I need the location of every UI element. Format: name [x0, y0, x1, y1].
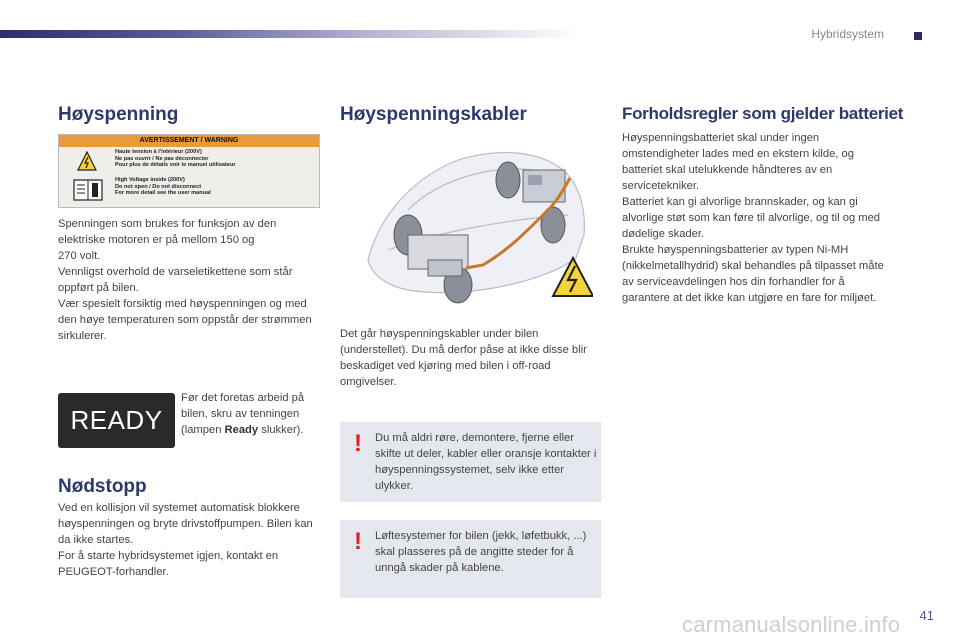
high-voltage-icon [77, 151, 97, 171]
warning-label-band: AVERTISSEMENT / WARNING [59, 135, 319, 147]
warning-note-1 [340, 422, 601, 502]
car-cable-illustration [348, 140, 593, 310]
page-number: 41 [919, 608, 934, 623]
warning-label-row-en [65, 177, 313, 203]
ready-instruction [181, 390, 331, 438]
ready-text-part2: slukker). [258, 424, 304, 436]
warning-note-1-text: Du må aldri røre, demontere, fjerne eller skifte ut deler, kabler eller oransje kontakter i høyspenningssystemet, selv ikke etter ulykker. [375, 432, 597, 492]
watermark: carmanualsonline.info [682, 612, 901, 637]
exclamation-icon: ! [354, 430, 362, 457]
header-gradient-bar [0, 30, 580, 38]
warning-label-fr-text: Haute tension à l'intérieur (200V) Ne pas ouvrir / Ne pas déconnecter Pour plus de détails voir le manuel utilisateur [115, 149, 236, 168]
section-title: Hybridsystem [811, 27, 884, 41]
heading-hoyspenning: Høyspenning [58, 104, 179, 125]
warning-label [58, 134, 320, 208]
heading-nodstopp: Nødstopp [58, 476, 147, 497]
warning-label-row-fr [65, 149, 313, 175]
ready-text-bold: Ready [224, 424, 259, 436]
nodstopp-paragraph: Ved en kollisjon vil systemet automatisk blokkere høyspenningen og bryte drivstoffpumpen. Bilen kan da ikke startes. For å starte hybridsystemet igjen, kontakt en PEUGEOT-forhandler. [58, 502, 313, 578]
ready-text-part1: Før det foretas arbeid på bilen, skru av tenningen (lampen [181, 392, 305, 436]
kabler-paragraph: Det går høyspenningskabler under bilen (understellet). Du må derfor påse at ikke disse blir beskadiget ved kjøring med bilen i off-road omgivelser. [340, 328, 587, 388]
heading-forholdsregler: Forholdsregler som gjelder batteriet [622, 104, 904, 123]
ready-lamp-badge: READY [58, 393, 175, 448]
hoyspenning-paragraph: Spenningen som brukes for funksjon av den elektriske motoren er på mellom 150 og 270 volt. Vennligst overhold de varseletikettene som står oppført på bilen. Vær spesielt forsiktig med høyspenningen og med den høye temperaturen som oppstår der strømmen sirkulerer. [58, 218, 312, 342]
heading-hoyspenningskabler: Høyspenningskabler [340, 104, 527, 125]
forholdsregler-paragraph: Høyspenningsbatteriet skal under ingen omstendigheter lades med en ekstern kilde, og batteriet skal utelukkende håndteres av en servicetekniker. Batteriet kan gi alvorlige brannskader, og kan gi alvorlige støt som kan føre til alvorlige, og til og med dødelige skader. Brukte høyspenningsbatterier av typen Ni-MH (nikkelmetallhydrid) skal behandles på tilpasset måte av serviceavdelingen hos din forhandler for å garantere at det ikke kan utgjøre en fare for miljøet. [622, 132, 884, 304]
warning-label-en-text: High Voltage inside (200V) Do not open / Do not disconnect For more detail see the user manual [115, 177, 211, 196]
manual-book-icon [73, 179, 103, 201]
header-square-marker [914, 32, 922, 40]
exclamation-icon: ! [354, 528, 362, 555]
warning-note-2 [340, 520, 601, 598]
warning-note-2-text: Løftesystemer for bilen (jekk, løfetbukk, ...) skal plasseres på de angitte steder for å unngå skader på kablene. [375, 530, 587, 574]
